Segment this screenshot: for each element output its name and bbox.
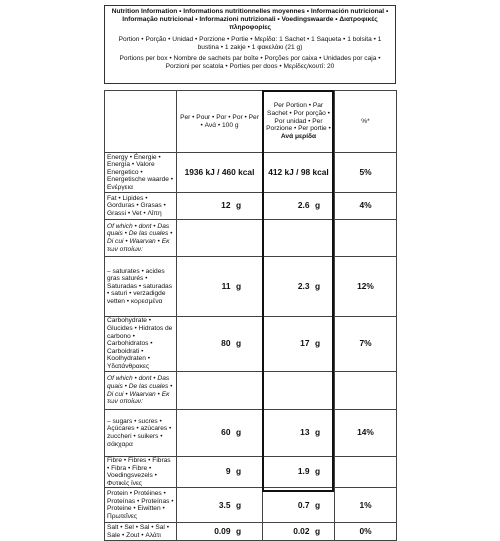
value-per-100g-unit: g — [235, 200, 242, 211]
nutrient-label-greek: σάκχαρα — [107, 440, 133, 448]
table-header-row — [105, 91, 397, 153]
value-per-portion-unit: g — [314, 338, 321, 349]
percent-reference-intake: 7% — [335, 317, 397, 372]
value-per-portion — [263, 193, 335, 220]
value-per-100g — [177, 317, 263, 372]
nutrient-label-greek: κορεσμένα — [130, 297, 163, 305]
header-title — [108, 8, 392, 33]
nutrient-label-text: Energy • Énergie • Energía • Valore Energetico • Energetische waarde • — [107, 153, 174, 184]
value-per-100g-number: 80 — [221, 338, 231, 349]
nutrient-label-text: – saturates • acides gras saturés • Saturadas • saturadas • saturi • verzadigde vetten • — [107, 267, 172, 305]
value-per-100g-unit: g — [235, 338, 242, 349]
value-per-portion-number: 2.6 — [297, 200, 310, 211]
table-row — [105, 523, 397, 541]
nutrient-label-greek: Φυτικές ίνες — [107, 479, 143, 487]
nutrient-label-text: Carbohydrate • Glucides • Hidratos de carbono • Carbohidratos • Carboidrati • Koolhydraten • — [107, 317, 173, 363]
header-per-portion-text: Per Portion • Par Sachet • Por porção • Por unidad • Per Porzione • Per portie • — [266, 102, 331, 133]
percent-reference-intake — [335, 220, 397, 257]
value-per-100g-number: 0.09 — [214, 526, 231, 537]
percent-reference-intake: 5% — [335, 153, 397, 193]
percent-reference-intake: 4% — [335, 193, 397, 220]
value-per-portion — [263, 457, 335, 488]
value-per-portion — [263, 372, 335, 410]
value-per-100g — [177, 410, 263, 457]
value-per-portion: 412 kJ / 98 kcal — [263, 153, 335, 193]
value-per-100g-unit: g — [235, 466, 242, 477]
nutrient-label-text: Of which • dont • Das quais • De las cuales • Di cui • Waarvan • Εκ των οποίων: — [107, 375, 173, 406]
nutrient-label-text: Salt • Sel • Sal • Sal • Sale • Zout • Αλάτι — [107, 524, 170, 539]
value-per-100g-number: 9 — [225, 466, 231, 477]
nutrient-label — [105, 457, 177, 488]
header-title-greek: Διατροφικές πληροφορίες — [229, 16, 378, 32]
portion-size: Portion • Porção • Unidad • Porzione • Portie • Μερίδα: 1 Sachet • 1 Saqueta • 1 bolsita • 1 bustina • 1 zakje • 1 φακελάκι (21 g) — [118, 35, 382, 51]
percent-reference-intake — [335, 372, 397, 410]
nutrient-label — [105, 488, 177, 523]
value-per-portion-unit: g — [314, 280, 321, 291]
value-per-100g-number: 3.5 — [218, 499, 231, 510]
nutrient-label — [105, 153, 177, 193]
header-per-portion — [263, 91, 335, 153]
nutrient-label-greek: Υδατάνθρακες — [107, 362, 150, 370]
value-per-100g — [177, 372, 263, 410]
value-per-100g-unit: g — [235, 427, 242, 438]
header-title-text: Nutrition Information • Informations nutritionnelles moyennes • Información nutricional • Informação nutricional • Informazioni nutrizionali • Voedingswaarde • — [111, 8, 389, 24]
value-per-100g-number: 11 — [221, 280, 231, 291]
header-per-portion-greek: Ανά μερίδα — [280, 133, 317, 141]
nutrient-label — [105, 220, 177, 257]
value-per-portion-number: 1.9 — [297, 466, 310, 477]
value-per-portion — [263, 410, 335, 457]
table-row — [105, 488, 397, 523]
table-row — [105, 193, 397, 220]
nutrient-label — [105, 410, 177, 457]
table-row — [105, 372, 397, 410]
value-per-portion-number: 0.02 — [293, 526, 310, 537]
percent-reference-intake: 14% — [335, 410, 397, 457]
table-row — [105, 257, 397, 317]
nutrient-label-text: Of which • dont • Das quais • De las cuales • Di cui • Waarvan • Εκ των οποίων: — [107, 222, 173, 253]
value-per-portion-number: 13 — [300, 427, 310, 438]
value-per-portion-unit: g — [314, 200, 321, 211]
value-per-100g-unit: g — [235, 526, 242, 537]
nutrient-label — [105, 317, 177, 372]
value-per-100g — [177, 523, 263, 541]
value-per-100g-number: 12 — [221, 200, 231, 211]
value-per-portion-number: 17 — [300, 338, 310, 349]
value-per-100g — [177, 257, 263, 317]
nutrient-label — [105, 257, 177, 317]
nutrient-label-greek: Πρωτεΐνες — [107, 512, 137, 520]
value-per-portion-unit: g — [314, 466, 321, 477]
percent-reference-intake: 12% — [335, 257, 397, 317]
header-percent: %* — [335, 91, 397, 153]
value-per-100g: 1936 kJ / 460 kcal — [177, 153, 263, 193]
table-row — [105, 317, 397, 372]
nutrition-table — [104, 90, 397, 541]
value-per-portion-number: 0.7 — [297, 499, 310, 510]
value-per-portion — [263, 317, 335, 372]
nutrient-label-greek: Ενέργεια — [107, 183, 133, 191]
table-row — [105, 457, 397, 488]
percent-reference-intake — [335, 457, 397, 488]
nutrient-label-text: Fat • Lipides • Gorduras • Grasas • Grassi • Vet • Λίπη — [107, 194, 166, 217]
nutrient-label — [105, 523, 177, 541]
value-per-portion — [263, 523, 335, 541]
header-blank-cell — [105, 91, 177, 153]
header-per-100g: Per • Pour • Por • Por • Per • Ανά • 100 g — [177, 91, 263, 153]
value-per-100g-number: 60 — [221, 427, 231, 438]
table-row — [105, 220, 397, 257]
table-row — [105, 153, 397, 193]
value-per-100g — [177, 457, 263, 488]
nutrient-label-text: Protein • Protéines • Proteínas • Proteínas • Proteine • Eiwitten • — [107, 490, 174, 513]
value-per-portion — [263, 488, 335, 523]
value-per-portion — [263, 220, 335, 257]
nutrient-label-text: – sugars • sucres • Açúcares • azúcares • zuccheri • suikers • — [107, 417, 172, 440]
value-per-portion-unit: g — [314, 499, 321, 510]
nutrition-header-box — [104, 5, 396, 84]
value-per-100g-unit: g — [235, 499, 242, 510]
nutrient-label — [105, 193, 177, 220]
nutrient-label-text: Fibre • Fibres • Fibras • Fibra • Fibre • Voedingsvezels • — [107, 457, 171, 480]
value-per-100g — [177, 220, 263, 257]
nutrient-label — [105, 372, 177, 410]
value-per-100g — [177, 193, 263, 220]
table-row — [105, 410, 397, 457]
percent-reference-intake: 0% — [335, 523, 397, 541]
percent-reference-intake: 1% — [335, 488, 397, 523]
portions-per-box: Portions per box • Nombre de sachets par boîte • Porções por caixa • Unidades por caja • Porzioni per scatola • Porties per doos • Μερίδες/κουτί: 20 — [119, 55, 381, 71]
value-per-portion-unit: g — [314, 526, 321, 537]
value-per-portion-number: 2.3 — [297, 280, 310, 291]
value-per-portion-unit: g — [314, 427, 321, 438]
value-per-portion — [263, 257, 335, 317]
value-per-100g-unit: g — [235, 280, 242, 291]
value-per-100g — [177, 488, 263, 523]
